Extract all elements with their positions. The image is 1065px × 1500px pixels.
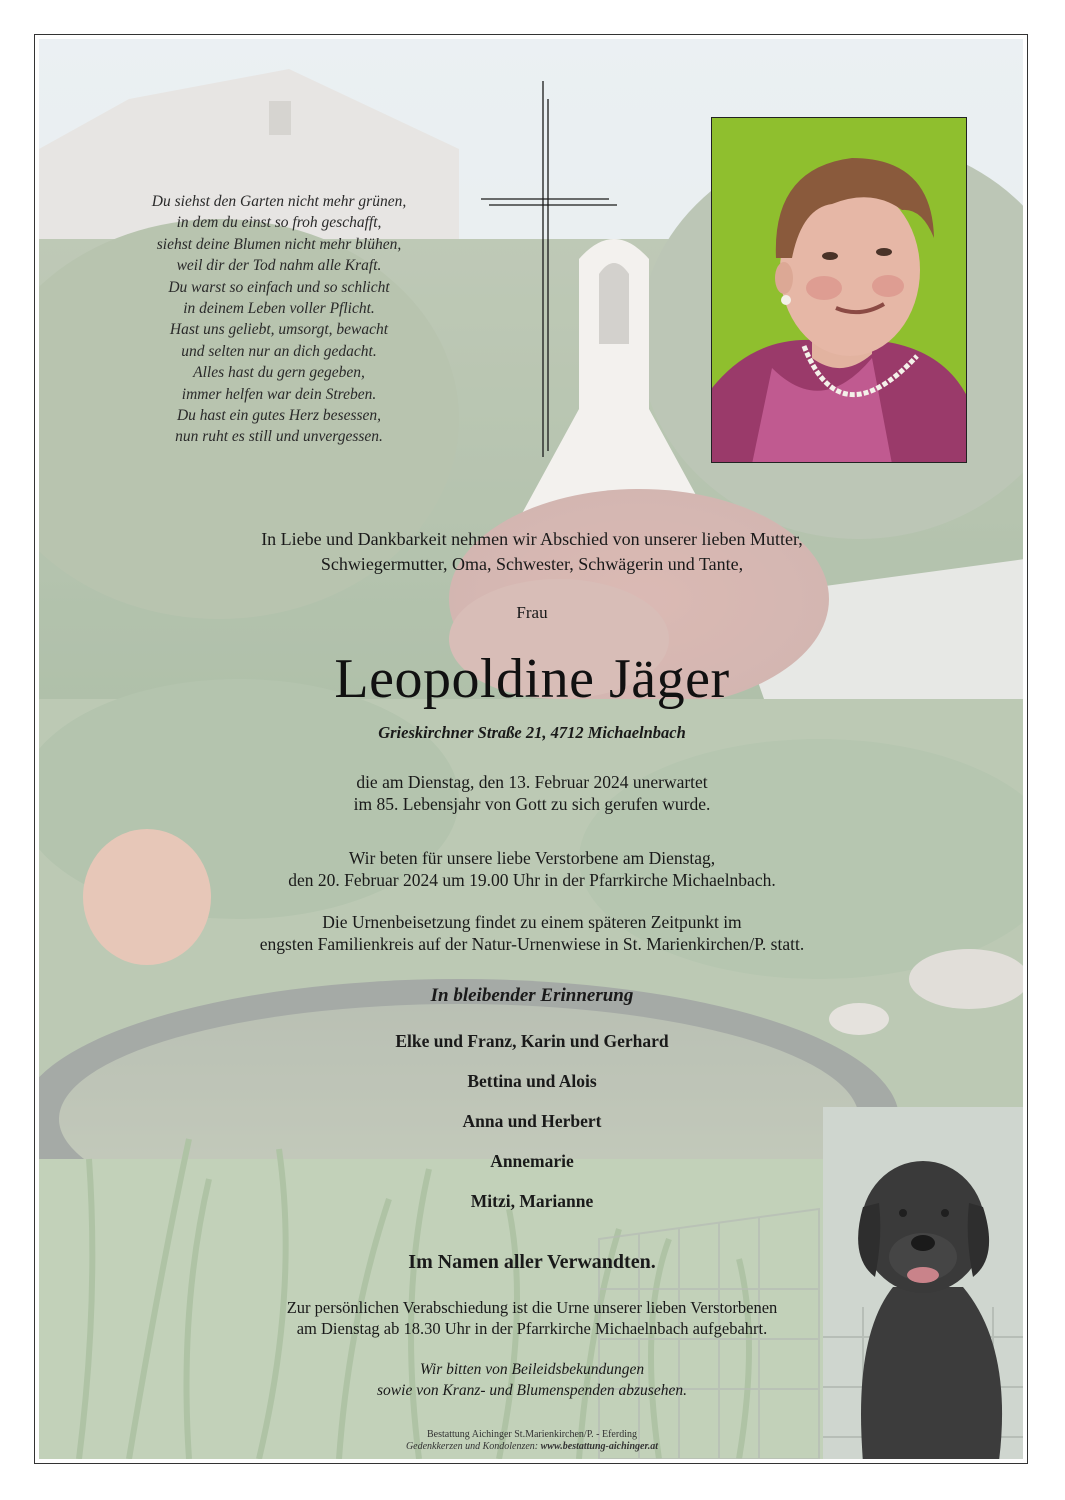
cross-icon	[479, 79, 619, 459]
death-line: die am Dienstag, den 13. Februar 2024 unerwartet	[356, 772, 708, 792]
deceased-name: Leopoldine Jäger	[334, 648, 730, 710]
poem-line: immer helfen war dein Streben.	[181, 385, 377, 403]
poem-line: Du siehst den Garten nicht mehr grünen,	[151, 193, 407, 210]
footer-links	[39, 1441, 1023, 1452]
condolence-line: sowie von Kranz- und Blumenspenden abzusehen.	[377, 1382, 687, 1399]
death-notice	[39, 771, 1023, 815]
farewell-line: am Dienstag ab 18.30 Uhr in der Pfarrkirche Michaelnbach aufgebahrt.	[296, 1319, 768, 1338]
farewell-line: Zur persönlichen Verabschiedung ist die Urne unserer lieben Verstorbenen	[286, 1298, 778, 1317]
prayer-notice	[39, 847, 1023, 891]
family-member: Annemarie	[490, 1151, 574, 1171]
deceased-address: Grieskirchner Straße 21, 4712 Michaelnbach	[378, 723, 686, 742]
portrait-photo	[711, 117, 967, 463]
condolence-request	[39, 1359, 1023, 1401]
memorial-poem	[109, 191, 449, 448]
poem-line: Hast uns geliebt, umsorgt, bewacht	[169, 321, 389, 339]
poem-line: und selten nur an dich gedacht.	[181, 342, 377, 360]
family-member: Mitzi, Marianne	[470, 1191, 594, 1211]
footer-links-label: Gedenkkerzen und Kondolenzen:	[405, 1441, 541, 1452]
family-member: Elke und Franz, Karin und Gerhard	[395, 1031, 669, 1051]
prayer-line: den 20. Februar 2024 um 19.00 Uhr in der Pfarrkirche Michaelnbach.	[288, 870, 776, 890]
memory-heading: In bleibender Erinnerung	[430, 985, 634, 1006]
relatives-signature: Im Namen aller Verwandten.	[408, 1251, 656, 1273]
poem-line: siehst deine Blumen nicht mehr blühen,	[156, 235, 402, 253]
poem-line: Du hast ein gutes Herz besessen,	[176, 407, 382, 425]
intro-line: Schwiegermutter, Oma, Schwester, Schwägerin und Tante,	[320, 554, 744, 574]
intro-line: In Liebe und Dankbarkeit nehmen wir Abschied von unserer lieben Mutter,	[261, 529, 803, 549]
condolence-line: Wir bitten von Beileidsbekundungen	[419, 1361, 645, 1378]
poem-line: nun ruht es still und unvergessen.	[175, 428, 383, 446]
obituary-content	[39, 39, 1023, 1459]
urn-line: engsten Familienkreis auf der Natur-Urnenwiese in St. Marienkirchen/P. statt.	[259, 934, 805, 954]
poem-line: in deinem Leben voller Pflicht.	[183, 300, 375, 318]
urn-burial-notice	[39, 911, 1023, 955]
prayer-line: Wir beten für unsere liebe Verstorbene am Dienstag,	[348, 848, 716, 868]
poem-line: weil dir der Tod nahm alle Kraft.	[176, 257, 382, 275]
farewell-notice	[39, 1297, 1023, 1339]
intro-text	[39, 527, 1023, 577]
undertaker-website-link[interactable]: www.bestattung-aichinger.at	[540, 1441, 659, 1452]
poem-line: Du warst so einfach und so schlicht	[168, 278, 390, 296]
death-line: im 85. Lebensjahr von Gott zu sich gerufen wurde.	[353, 794, 711, 814]
salutation: Frau	[516, 603, 548, 622]
urn-line: Die Urnenbeisetzung findet zu einem späteren Zeitpunkt im	[322, 912, 742, 932]
poem-line: in dem du einst so froh geschafft,	[176, 214, 382, 232]
portrait-illustration	[712, 118, 967, 463]
obituary-frame	[34, 34, 1028, 1464]
family-member: Bettina und Alois	[467, 1071, 597, 1091]
family-member: Anna und Herbert	[462, 1111, 602, 1131]
poem-line: Alles hast du gern gegeben,	[193, 364, 365, 382]
family-list	[39, 1029, 1023, 1229]
undertaker-name: Bestattung Aichinger St.Marienkirchen/P. - Eferding	[427, 1429, 637, 1440]
